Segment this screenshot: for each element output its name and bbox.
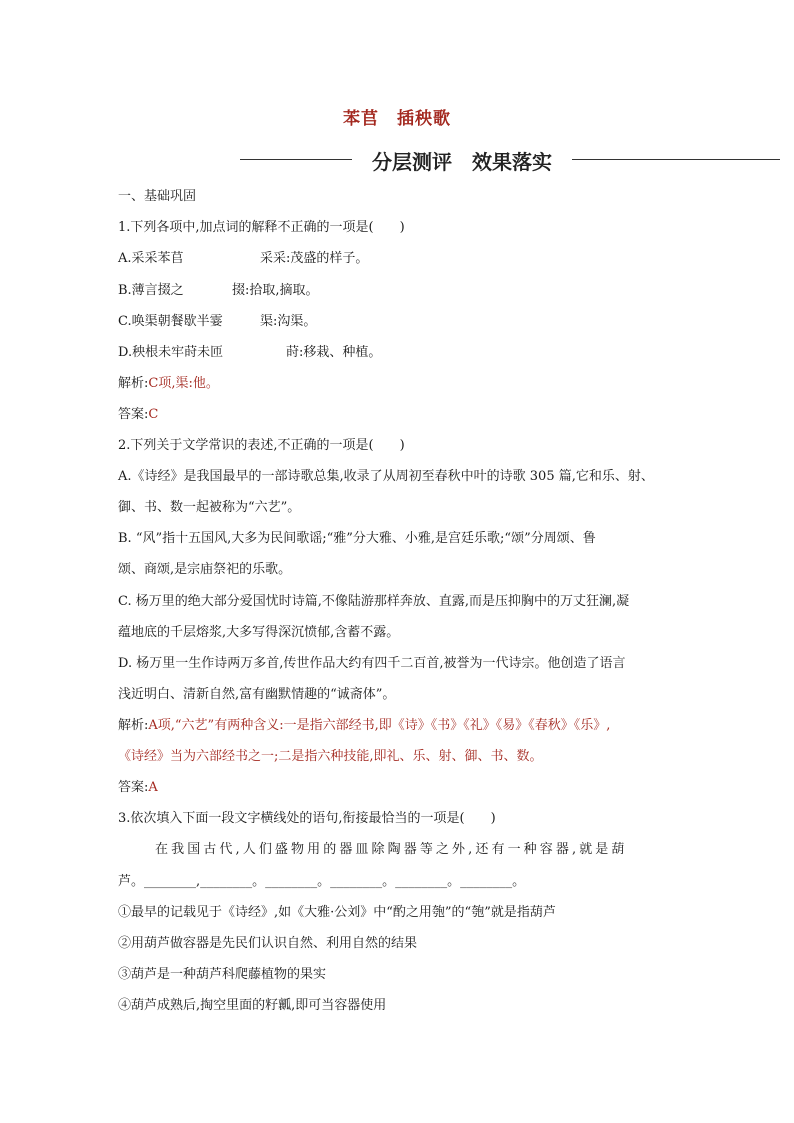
q1-answer: [118, 406, 158, 424]
page-title: 苯苢 插秧歌: [343, 109, 451, 129]
q1-analysis-label: 解析:: [118, 376, 149, 391]
q2-analysis-label: 解析:: [118, 718, 149, 733]
q1-option-b-gloss: 掇:拾取,摘取。: [232, 283, 319, 298]
q1-answer-value: C: [148, 407, 159, 422]
q1-option-c-text: C.唤渠朝餐歇半霎: [118, 314, 223, 329]
q2-option-b-line1: B. “风”指十五国风,大多为民间歌谣;“雅”分大雅、小雅,是宫廷乐歌;“颂”分周颂、鲁: [118, 531, 596, 546]
q1-option-a: [118, 250, 368, 268]
q1-answer-label: 答案:: [118, 407, 149, 422]
q1-option-c: [118, 313, 316, 331]
q1-stem: 1.下列各项中,加点词的解释不正确的一项是( ): [118, 220, 405, 235]
q3-passage-line1: 在我国古代,人们盛物用的器皿除陶器等之外,还有一种容器,就是葫: [155, 842, 628, 857]
q2-analysis-line2: [118, 748, 543, 766]
q2-answer: [118, 779, 158, 797]
q3-option-2: ②用葫芦做容器是先民们认识自然、利用自然的结果: [118, 936, 418, 951]
q1-analysis-text: C项,渠:他。: [148, 376, 219, 391]
q1-option-d-gloss: 莳:移栽、种植。: [286, 345, 382, 360]
q2-answer-value: A: [148, 780, 158, 795]
section-heading: 一、基础巩固: [118, 189, 197, 204]
banner-text: 分层测评 效果落实: [372, 150, 552, 174]
q3-option-4: ④葫芦成熟后,掏空里面的籽瓤,即可当容器使用: [118, 998, 387, 1013]
q2-answer-label: 答案:: [118, 780, 149, 795]
q2-option-b-line2: 颂、商颂,是宗庙祭祀的乐歌。: [118, 562, 292, 577]
q1-option-a-gloss: 采采:茂盛的样子。: [260, 251, 369, 266]
q1-option-b: [118, 282, 319, 300]
q2-analysis-line1: [118, 717, 610, 735]
q1-option-d-text: D.秧根未牢莳未匝: [118, 345, 224, 360]
q2-option-c-line2: 蕴地底的千层熔浆,大多写得深沉愤郁,含蓄不露。: [118, 625, 400, 640]
q2-option-d-line2: 浅近明白、清新自然,富有幽默情趣的“诚斋体”。: [118, 687, 396, 702]
q1-option-c-gloss: 渠:沟渠。: [260, 314, 317, 329]
section-banner: [240, 146, 780, 174]
q2-option-a-line1: A.《诗经》是我国最早的一部诗歌总集,收录了从周初至春秋中叶的诗歌 305 篇,它和乐、射、: [118, 469, 654, 484]
banner-rule-right: [572, 159, 780, 160]
q1-option-b-text: B.薄言掇之: [118, 283, 184, 298]
q2-analysis-text2: 《诗经》当为六部经书之一;二是指六种技能,即礼、乐、射、御、书、数。: [118, 749, 543, 764]
q2-stem: 2.下列关于文学常识的表述,不正确的一项是( ): [118, 438, 405, 453]
banner-rule-left: [240, 159, 352, 160]
q2-option-c-line1: C. 杨万里的绝大部分爱国忧时诗篇,不像陆游那样奔放、直露,而是压抑胸中的万丈狂澜,凝: [118, 594, 630, 609]
q3-option-1: ①最早的记载见于《诗经》,如《大雅·公刘》中“酌之用匏”的“匏”就是指葫芦: [118, 905, 556, 920]
q3-passage-line2: 芦。________,________。________。________。________。________。: [118, 874, 526, 889]
q3-stem: 3.依次填入下面一段文字横线处的语句,衔接最恰当的一项是( ): [118, 811, 496, 826]
q2-option-a-line2: 御、书、数一起被称为“六艺”。: [118, 500, 301, 515]
q1-analysis: [118, 375, 219, 393]
q2-analysis-text1: A项,“六艺”有两种含义:一是指六部经书,即《诗》《书》《礼》《易》《春秋》《乐》,: [148, 718, 611, 733]
q3-option-3: ③葫芦是一种葫芦科爬藤植物的果实: [118, 967, 327, 982]
q1-option-d: [118, 344, 381, 362]
q1-option-a-text: A.采采苯苢: [118, 251, 184, 266]
q2-option-d-line1: D. 杨万里一生作诗两万多首,传世作品大约有四千二百首,被誉为一代诗宗。他创造了语言: [118, 656, 626, 671]
